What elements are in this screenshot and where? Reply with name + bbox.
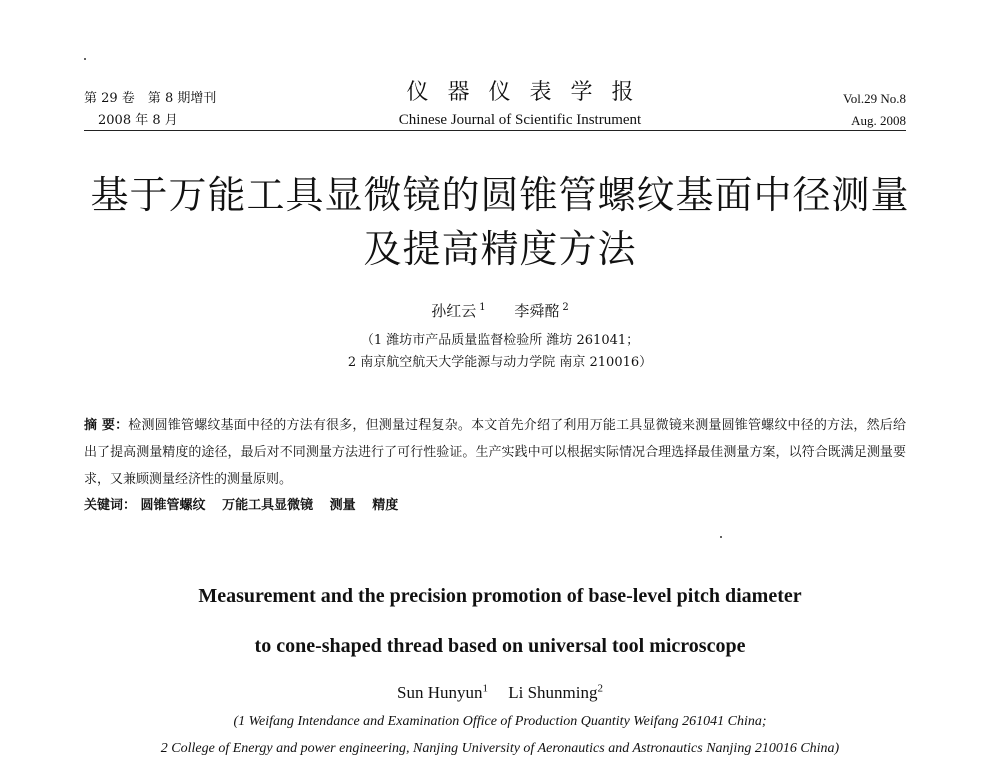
affiliation-en-1: (1 Weifang Intendance and Examination Office of Production Quantity Weifang 261041 China; (233, 714, 767, 729)
header-rule (84, 130, 906, 131)
affiliation-cn-1: （1 潍坊市产品质量监督检验所 潍坊 261041； (360, 333, 640, 348)
journal-name-cn: 仪器仪表学报 (406, 80, 653, 105)
header-date-cn: 2008 年 8 月 (98, 113, 178, 128)
title-en-line2: to cone-shaped thread based on universal tool microscope (254, 635, 746, 657)
affiliation-cn-2: 2 南京航空航天大学能源与动力学院 南京 210016） (347, 355, 653, 370)
authors-cn (0, 300, 1000, 321)
author-cn: 孙红云 $^1$ (431, 302, 486, 320)
header-journal (360, 78, 680, 130)
abstract-cn (84, 412, 906, 493)
journal-name-en: Chinese Journal of Scientific Instrument (398, 112, 642, 128)
affiliations-cn (0, 330, 1000, 374)
author-en: Sun Hunyun$^1$ (397, 682, 488, 702)
paper-title-cn (40, 168, 960, 276)
header-issue-info (84, 88, 216, 132)
abstract-text: 检测圆锥管螺纹基面中径的方法有很多，但测量过程复杂。本文首先介绍了利用万能工具显微镜来测量圆锥管螺纹中径的方法，然后给出了提高测量精度的途径，最后对不同测量方法进行了可行性验证。生产实践中可以根据实际情况合理选择最佳测量方案，以符合既满足测量要求，又兼顾测量经济性的测量原则。 (84, 418, 906, 487)
affiliation-en-2: 2 College of Energy and power engineering, Nanjing University of Aeronautics and Astronautics Nanjing 210016 China) (160, 741, 840, 756)
header-volume-issue: 第 29 卷 第 8 期增刊 (84, 91, 217, 106)
keywords-label: 关键词： (84, 498, 137, 513)
scan-speck (84, 58, 86, 60)
keyword: 万能工具显微镜 (222, 498, 314, 513)
header-vol-no: Vol.29 No.8 (843, 91, 906, 106)
paper-title-en (40, 582, 960, 660)
title-en-line1: Measurement and the precision promotion of base-level pitch diameter (198, 585, 802, 607)
authors-en (0, 682, 1000, 703)
header-date-en: Aug. 2008 (851, 113, 906, 128)
title-cn-line1: 基于万能工具显微镜的圆锥管螺纹基面中径测量 (90, 173, 910, 217)
abstract-label: 摘 要： (84, 418, 129, 433)
keyword: 圆锥管螺纹 (140, 498, 206, 513)
keyword: 测量 (329, 498, 356, 513)
author-cn: 李舜酩 $^2$ (514, 302, 569, 320)
author-en: Li Shunming$^2$ (508, 682, 603, 702)
title-cn-line2: 及提高精度方法 (363, 227, 637, 271)
keywords-cn (84, 494, 906, 518)
affiliations-en (0, 708, 1000, 762)
keyword: 精度 (372, 498, 399, 513)
scan-speck (720, 536, 722, 538)
header-volume-info (843, 88, 906, 132)
